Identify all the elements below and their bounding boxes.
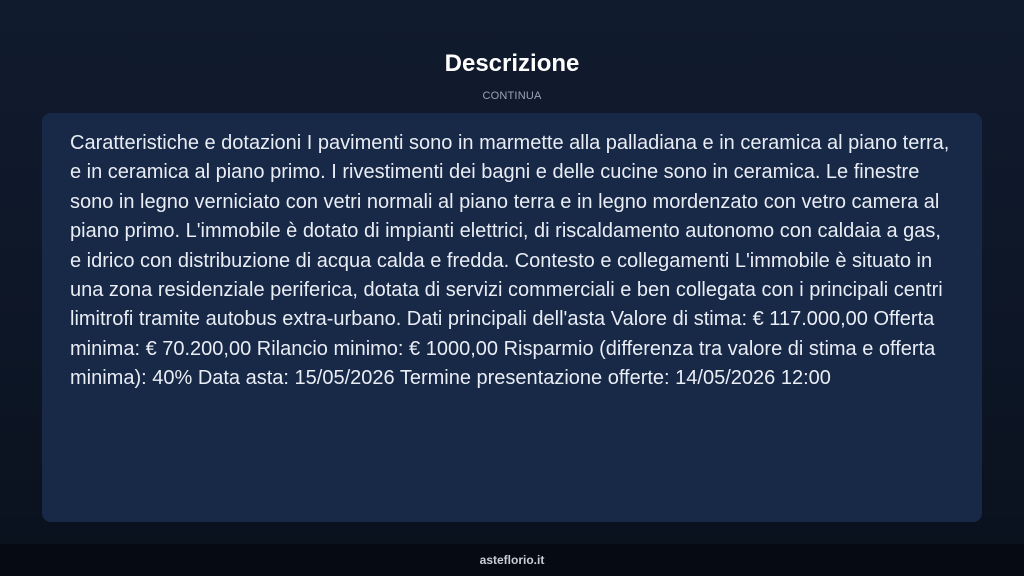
page-title: Descrizione — [444, 50, 580, 77]
description-text: Caratteristiche e dotazioni I pavimenti sono in marmette alla palladiana e in ceramica al piano terra, e in ceramica al piano primo. I rivestimenti dei bagni e delle cucine sono in ceramica. Le finestre sono in legno verniciato con vetri normali al piano terra e in legno mordenzato con vetro camera al piano primo. L'immobile è dotato di impianti elettrici, di riscaldamento autonomo con caldaia a gas, e idrico con distribuzione di acqua calda e fredda. Contesto e collegamenti L'immobile è situato in una zona residenziale periferica, dotata di servizi commerciali e ben collegata con i principali centri limitrofi tramite autobus extra-urbano. Dati principali dell'asta Valore di stima: € 117.000,00 Offerta minima: € 70.200,00 Rilancio minimo: € 1000,00 Risparmio (differenza tra valore di stima e offerta minima): 40% Data asta: 15/05/2026 Termine presentazione offerte: 14/05/2026 12:00 — [70, 132, 950, 390]
continue-link[interactable]: CONTINUA — [482, 90, 542, 102]
site-name: asteflorio.it — [479, 553, 545, 567]
footer-bar — [0, 544, 1024, 576]
description-card — [42, 113, 982, 522]
